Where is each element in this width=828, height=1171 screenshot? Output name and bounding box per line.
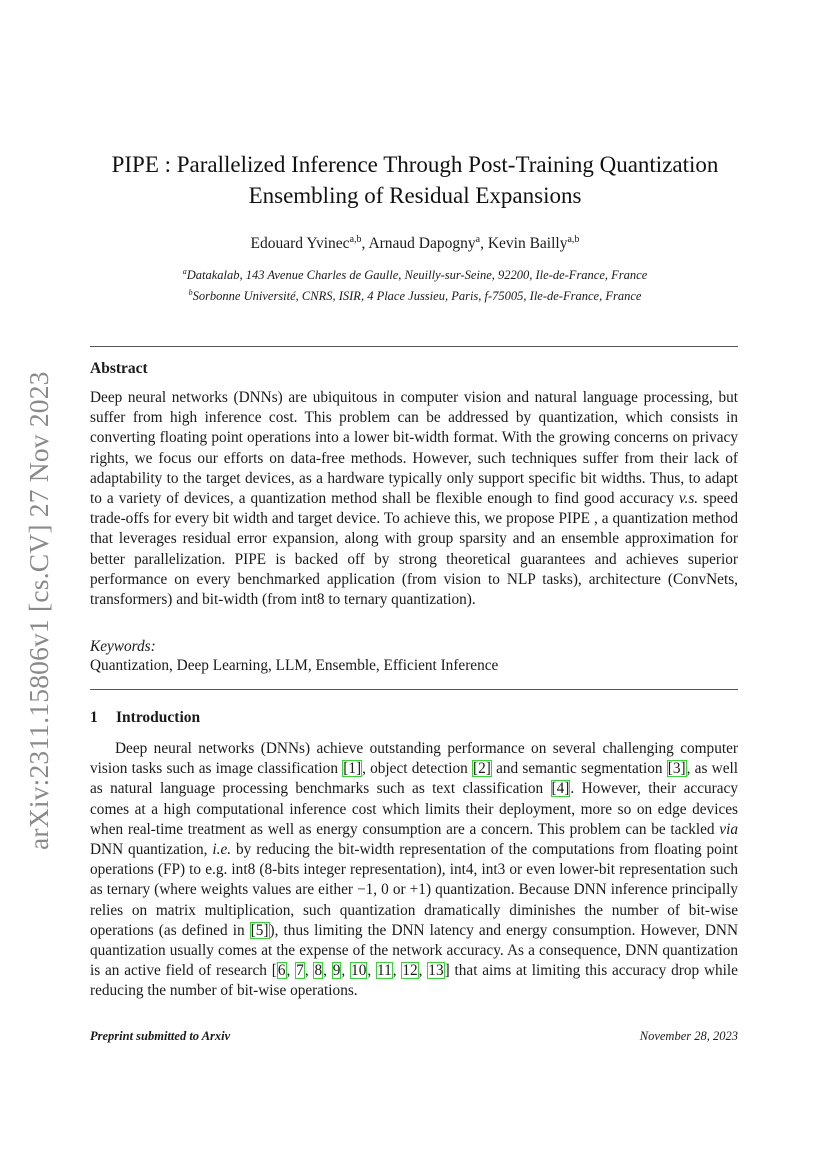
citation-link[interactable]: [5] (250, 921, 269, 939)
top-rule (90, 346, 738, 347)
arxiv-stamp (19, 354, 59, 850)
paper-title (60, 149, 770, 211)
introduction-text: Deep neural networks (DNNs) achieve outstanding performance on several challenging computer vision tasks such as image classification [1], object detection [2] and semantic segmentation [3], as well as natural language processing benchmarks such as text classification [4]. However, their accuracy comes at a high computational inference cost which limits their deployment, more so on edge devices when real-time treatment as well as energy consumption are a concern. This problem can be tackled via DNN quantization, i.e. by reducing the bit-width representation of the computations from floating point operations (FP) to e.g. int8 (8-bits integer representation), int4, int3 or even lower-bit representation such as ternary (where weights values are either −1, 0 or +1) quantization. Because DNN inference principally relies on matrix multiplication, such quantization dramatically diminishes the number of bit-wise operations (as defined in [5]), thus limiting the DNN latency and energy consumption. However, DNN quantization usually comes at the expense of the network accuracy. As a consequence, DNN quantization is an active field of research [6, 7, 8, 9, 10, 11, 12, 13] that aims at limiting this accuracy drop while reducing the number of bit-wise operations. (90, 740, 738, 1000)
citation-link[interactable]: 6 (277, 962, 286, 980)
author-name: Arnaud Dapogny (368, 235, 476, 253)
citation-link[interactable]: 9 (332, 962, 341, 980)
footer-preprint-note: Preprint submitted to Arxiv (90, 1029, 231, 1043)
affiliation-a: $^a$Datakalab, 143 Avenue Charles de Gaulle, Neuilly-sur-Seine, 92200, Ile-de-France, France (182, 267, 648, 283)
arxiv-identifier: arXiv:2311.15806v1 [cs.CV] 27 Nov 2023 (23, 371, 54, 850)
section-title: Introduction (116, 709, 201, 726)
title-line-2: Ensembling of Residual Expansions (248, 183, 582, 208)
abstract-text: Deep neural networks (DNNs) are ubiquitous in computer vision and natural language processing, but suffer from high inference cost. This problem can be addressed by quantization, which consists in converting floating point operations into a lower bit-width format. With the growing concerns on privacy rights, we focus our efforts on data-free methods. However, such techniques suffer from their lack of adaptability to the target devices, as a hardware typically only support specific bit widths. Thus, to adapt to a variety of devices, a quantization method shall be flexible enough to find good accuracy v.s. speed trade-offs for every bit width and target device. To achieve this, we propose PIPE , a quantization method that leverages residual error expansion, along with group sparsity and an ensemble approximation for better parallelization. PIPE is backed off by strong theoretical guarantees and achieves superior performance on every benchmarked application (from vision to NLP tasks), architecture (ConvNets, transformers) and bit-width (from int8 to ternary quantization). (90, 389, 738, 609)
citation-link[interactable]: [1] (343, 760, 362, 778)
citation-link[interactable]: 12 (402, 962, 418, 980)
section-number: 1 (90, 709, 98, 726)
citation-link[interactable]: 10 (351, 962, 367, 980)
bottom-rule (90, 689, 738, 690)
citation-link[interactable]: 13 (428, 962, 444, 980)
abstract-heading: Abstract (90, 360, 148, 377)
keywords-list: Quantization, Deep Learning, LLM, Ensemble, Efficient Inference (90, 657, 499, 674)
section-heading (90, 709, 200, 727)
author-name: Edouard Yvinec (250, 235, 350, 253)
author-name: Kevin Bailly (487, 235, 568, 253)
title-line-1: PIPE : Parallelized Inference Through Post-Training Quantization (111, 152, 719, 177)
author-affiliation-mark: a,b (567, 234, 580, 245)
citation-link[interactable]: [3] (667, 760, 686, 778)
citation-link[interactable]: [2] (473, 760, 491, 778)
affiliation-b: $^b$Sorbonne Université, CNRS, ISIR, 4 Place Jussieu, Paris, f-75005, Ile-de-France, France (188, 288, 642, 304)
keywords-label: Keywords: (90, 638, 156, 655)
author-affiliation-mark: a,b (349, 234, 362, 245)
citation-link[interactable]: 8 (314, 962, 323, 980)
citation-link[interactable]: 7 (296, 962, 304, 980)
affiliation-list (60, 263, 770, 305)
citation-link[interactable]: 11 (376, 962, 392, 980)
citation-link[interactable]: [4] (551, 780, 570, 798)
footer-date: November 28, 2023 (639, 1029, 738, 1043)
author-list: Edouard Yvinec$^{a,b}$, Arnaud Dapogny$^a$, Kevin Bailly$^{a,b}$ (250, 234, 580, 253)
author-affiliation-mark: a (475, 234, 481, 245)
